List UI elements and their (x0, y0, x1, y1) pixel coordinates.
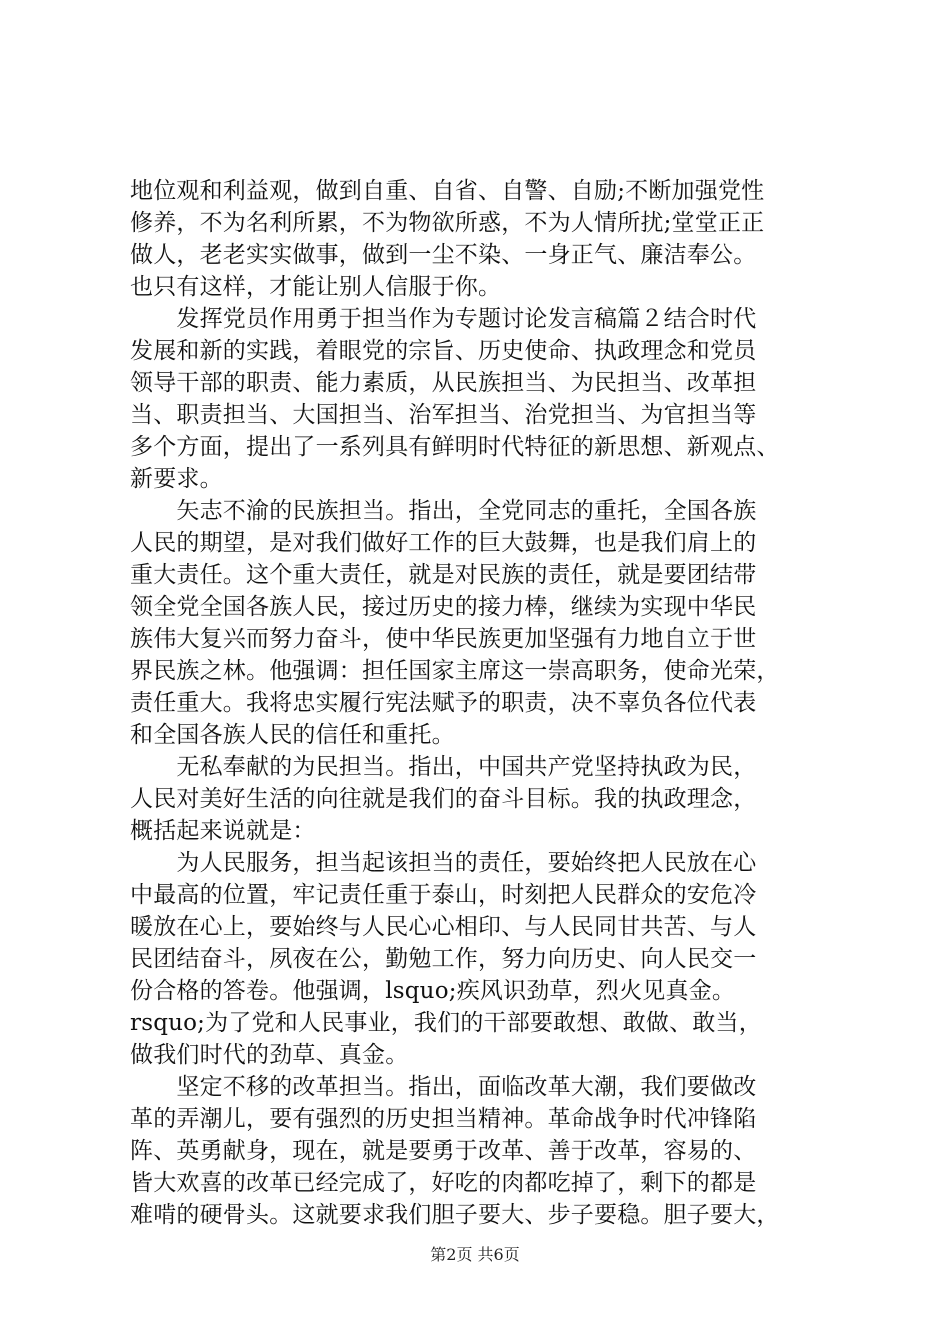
text-line: 难啃的硬骨头。这就要求我们胆子要大、步子要稳。胆子要大， (130, 1202, 780, 1228)
text-line: 民团结奋斗，夙夜在公，勤勉工作，努力向历史、向人民交一 (130, 946, 757, 972)
text-line: 坚定不移的改革担当。指出，面临改革大潮，我们要做改 (130, 1074, 757, 1100)
text-line: 份合格的答卷。他强调，lsquo;疾风识劲草，烈火见真金。 (130, 978, 736, 1004)
text-line: 阵、英勇献身，现在，就是要勇于改革、善于改革，容易的、 (130, 1138, 757, 1164)
text-line: 人民对美好生活的向往就是我们的奋斗目标。我的执政理念， (130, 786, 757, 812)
text-line: 人民的期望，是对我们做好工作的巨大鼓舞，也是我们肩上的 (130, 530, 757, 556)
text-line: 概括起来说就是： (130, 818, 316, 844)
text-line: 发展和新的实践，着眼党的宗旨、历史使命、执政理念和党员 (130, 338, 757, 364)
text-line: 革的弄潮儿，要有强烈的历史担当精神。革命战争时代冲锋陷 (130, 1106, 757, 1132)
text-line: 界民族之林。他强调：担任国家主席这一崇高职务，使命光荣， (130, 658, 780, 684)
text-line: 新要求。 (130, 466, 223, 492)
text-line: 做人，老老实实做事，做到一尘不染、一身正气、廉洁奉公。 (130, 242, 757, 268)
text-line: 多个方面，提出了一系列具有鲜明时代特征的新思想、新观点、 (130, 434, 780, 460)
text-line: 修养，不为名利所累，不为物欲所惑，不为人情所扰;堂堂正正 (130, 210, 765, 236)
text-line: 当、职责担当、大国担当、治军担当、治党担当、为官担当等 (130, 402, 757, 428)
text-line: 和全国各族人民的信任和重托。 (130, 722, 455, 748)
page-footer: 第2页 共6页 (430, 1245, 520, 1264)
text-line: 地位观和利益观，做到自重、自省、自警、自励;不断加强党性 (130, 178, 765, 204)
document-body (130, 175, 830, 1231)
text-line: rsquo;为了党和人民事业，我们的干部要敢想、敢做、敢当， (130, 1010, 762, 1036)
text-line: 做我们时代的劲草、真金。 (130, 1042, 409, 1068)
text-line: 也只有这样，才能让别人信服于你。 (130, 274, 502, 300)
text-line: 为人民服务，担当起该担当的责任，要始终把人民放在心 (130, 850, 757, 876)
text-line: 领全党全国各族人民，接过历史的接力棒，继续为实现中华民 (130, 594, 757, 620)
text-line: 暖放在心上，要始终与人民心心相印、与人民同甘共苦、与人 (130, 914, 757, 940)
text-line: 无私奉献的为民担当。指出，中国共产党坚持执政为民， (130, 754, 757, 780)
text-line: 皆大欢喜的改革已经完成了，好吃的肉都吃掉了，剩下的都是 (130, 1170, 757, 1196)
text-line: 矢志不渝的民族担当。指出，全党同志的重托，全国各族 (130, 498, 757, 524)
text-line: 中最高的位置，牢记责任重于泰山，时刻把人民群众的安危冷 (130, 882, 757, 908)
text-line: 责任重大。我将忠实履行宪法赋予的职责，决不辜负各位代表 (130, 690, 757, 716)
text-line: 重大责任。这个重大责任，就是对民族的责任，就是要团结带 (130, 562, 757, 588)
text-line: 发挥党员作用勇于担当作为专题讨论发言稿篇２结合时代 (130, 306, 757, 332)
text-line: 领导干部的职责、能力素质，从民族担当、为民担当、改革担 (130, 370, 757, 396)
text-line: 族伟大复兴而努力奋斗，使中华民族更加坚强有力地自立于世 (130, 626, 757, 652)
